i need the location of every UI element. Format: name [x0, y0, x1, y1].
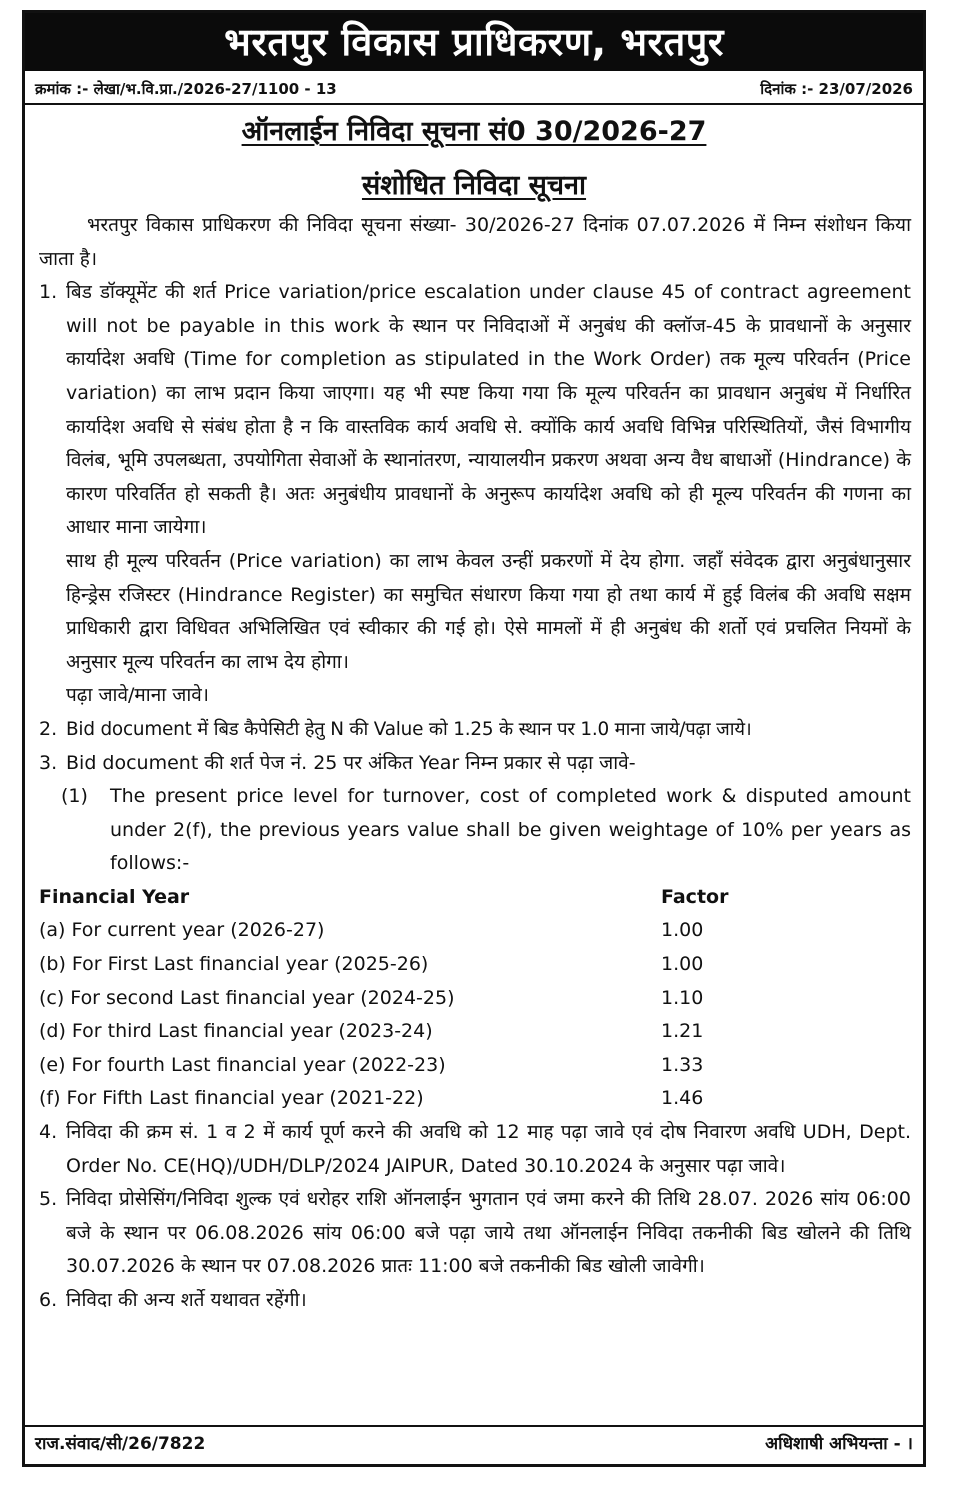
notice-subtitle: संशोधित निविदा सूचना — [361, 170, 587, 201]
organization-banner: भरतपुर विकास प्राधिकरण, भरतपुर — [25, 13, 923, 71]
item-number: 3. — [39, 751, 58, 774]
item-1-paragraph-1: बिड डॉक्यूमेंट की शर्त Price variation/price escalation under clause 45 of contract agreement will not be payable in this work के स्थान पर निविदाओं में अनुबंध की क्लॉज-45 के प्रावधानों के अनुसार कार्यादेश अवधि (Time for completion as stipulated in the Work Order) तक मूल्य परिवर्तन (Price variation) का लाभ प्रदान किया जाएगा। यह भी स्पष्ट किया गया कि मूल्य परिवर्तन का प्रावधान अनुबंध में निर्धारित कार्यादेश अवधि से संबंध होता है न कि वास्तविक कार्य अवधि से. क्योंकि कार्य अवधि विभिन्न परिस्थितियों, जैसं विभागीय विलंब, भूमि उपलब्धता, उपयोगिता सेवाओं के स्थानांतरण, न्यायालयीन प्रकरण अथवा अन्य वैध बाधाओं (Hindrance) के कारण परिवर्तित हो सकती है। अतः अनुबंधीय प्रावधानों के अनुरूप कार्यादेश अवधि को ही मूल्य परिवर्तन की गणना का आधार माना जायेगा। — [66, 281, 911, 539]
item-1-paragraph-2: साथ ही मूल्य परिवर्तन (Price variation) का लाभ केवल उन्हीं प्रकरणों में देय होगा. जहाँ संवेदक द्वारा अनुबंधानुसार हिन्ड्रेस रजिस्टर (Hindrance Register) का समुचित संधारण किया गया हो तथा कार्य में हुई विलंब की अवधि सक्षम प्राधिकारी द्वारा विधिवत अभिलिखित एवं स्वीकार की गई हो। ऐसे मामलों में ही अनुबंध की शर्तो एवं प्रचलित नियमों के अनुसार मूल्य परिवर्तन का लाभ देय होगा। — [66, 549, 911, 673]
sub-item-1 — [39, 780, 911, 881]
item-number: 2. — [39, 717, 58, 740]
item-3-text: Bid document की शर्त पेज नं. 25 पर अंकित Year निम्न प्रकार से पढ़ा जावे- — [66, 751, 636, 774]
column-header-financial-year: Financial Year — [39, 885, 190, 908]
table-row — [39, 914, 911, 948]
item-4-text: निविदा की क्रम सं. 1 व 2 में कार्य पूर्ण करने की अवधि को 12 माह पढ़ा जावे एवं दोष निवारण अवधि UDH, Dept. Order No. CE(HQ)/UDH/DLP/2024 JAIPUR, Dated 30.10.2024 के अनुसार पढ़ा जावे। — [66, 1121, 911, 1177]
year-cell: (a) For current year (2026-27) — [39, 919, 325, 942]
notice-body — [39, 209, 911, 1318]
item-2-text: Bid document में बिड कैपेसिटी हेतु N की Value को 1.25 के स्थान पर 1.0 माना जाये/पढ़ा जाये। — [66, 718, 752, 740]
divider — [25, 103, 923, 105]
table-header-row — [39, 881, 911, 915]
factor-cell: 1.00 — [661, 953, 704, 976]
item-number: 4. — [39, 1121, 58, 1144]
factor-cell: 1.46 — [661, 1087, 704, 1110]
table-row — [39, 1049, 911, 1083]
table-row — [39, 982, 911, 1016]
item-1-paragraph-3: पढ़ा जावे/माना जावे। — [66, 684, 210, 707]
reference-number: क्रमांक :- लेखा/भ.वि.प्रा./2026-27/1100 - 13 — [35, 80, 337, 98]
intro-paragraph: भरतपुर विकास प्राधिकरण की निविदा सूचना संख्या- 30/2026-27 दिनांक 07.07.2026 में निम्न संशोधन किया जाता है। — [39, 214, 911, 270]
list-item-1 — [39, 276, 911, 713]
list-item-2 — [39, 713, 911, 747]
reference-line — [35, 79, 913, 101]
item-5-text: निविदा प्रोसेसिंग/निविदा शुल्क एवं धरोहर राशि ऑनलाईन भुगतान एवं जमा करने की तिथि 28.07. 2026 सांय 06:00 बजे के स्थान पर 06.08.2026 सांय 06:00 बजे पढ़ा जाये तथा ऑनलाईन निविदा तकनीकी बिड खोलने की तिथि 30.07.2026 के स्थान पर 07.08.2026 प्रातः 11:00 बजे तकनीकी बिड खोली जावेगी। — [66, 1188, 911, 1278]
footer — [35, 1431, 913, 1455]
item-6-text: निविदा की अन्य शर्ते यथावत रहेंगी। — [66, 1289, 307, 1311]
factor-cell: 1.10 — [661, 986, 704, 1009]
item-number: 6. — [39, 1289, 58, 1311]
item-number: 5. — [39, 1188, 58, 1211]
factor-table — [39, 881, 911, 1116]
list-item-4 — [39, 1116, 911, 1183]
notice-date: दिनांक :- 23/07/2026 — [760, 80, 913, 98]
table-row — [39, 1082, 911, 1116]
year-cell: (b) For First Last financial year (2025-26) — [39, 953, 429, 976]
list-item-6 — [39, 1284, 911, 1318]
notice-title: ऑनलाईन निविदा सूचना सं0 30/2026-27 — [241, 116, 707, 147]
factor-cell: 1.00 — [661, 919, 704, 942]
dipr-code: राज.संवाद/सी/26/7822 — [35, 1434, 206, 1454]
table-row — [39, 1015, 911, 1049]
list-item-3 — [39, 747, 911, 781]
factor-cell: 1.33 — [661, 1053, 704, 1076]
year-cell: (f) For Fifth Last financial year (2021-22) — [39, 1087, 424, 1110]
item-number: 1. — [39, 281, 58, 304]
year-cell: (e) For fourth Last financial year (2022-23) — [39, 1053, 446, 1076]
year-cell: (c) For second Last financial year (2024-25) — [39, 986, 455, 1009]
signatory: अधिशाषी अभियन्ता - । — [765, 1434, 913, 1454]
sub-item-number: (1) — [61, 785, 88, 808]
sub-item-text: The present price level for turnover, cost of completed work & disputed amount under 2(f), the previous years value shall be given weightage of 10% per years as follows:- — [110, 785, 911, 875]
table-row — [39, 948, 911, 982]
column-header-factor: Factor — [661, 885, 729, 908]
list-item-5 — [39, 1183, 911, 1284]
footer-divider — [25, 1425, 923, 1427]
factor-cell: 1.21 — [661, 1020, 704, 1043]
year-cell: (d) For third Last financial year (2023-24) — [39, 1020, 433, 1043]
notice-frame — [22, 10, 926, 1467]
